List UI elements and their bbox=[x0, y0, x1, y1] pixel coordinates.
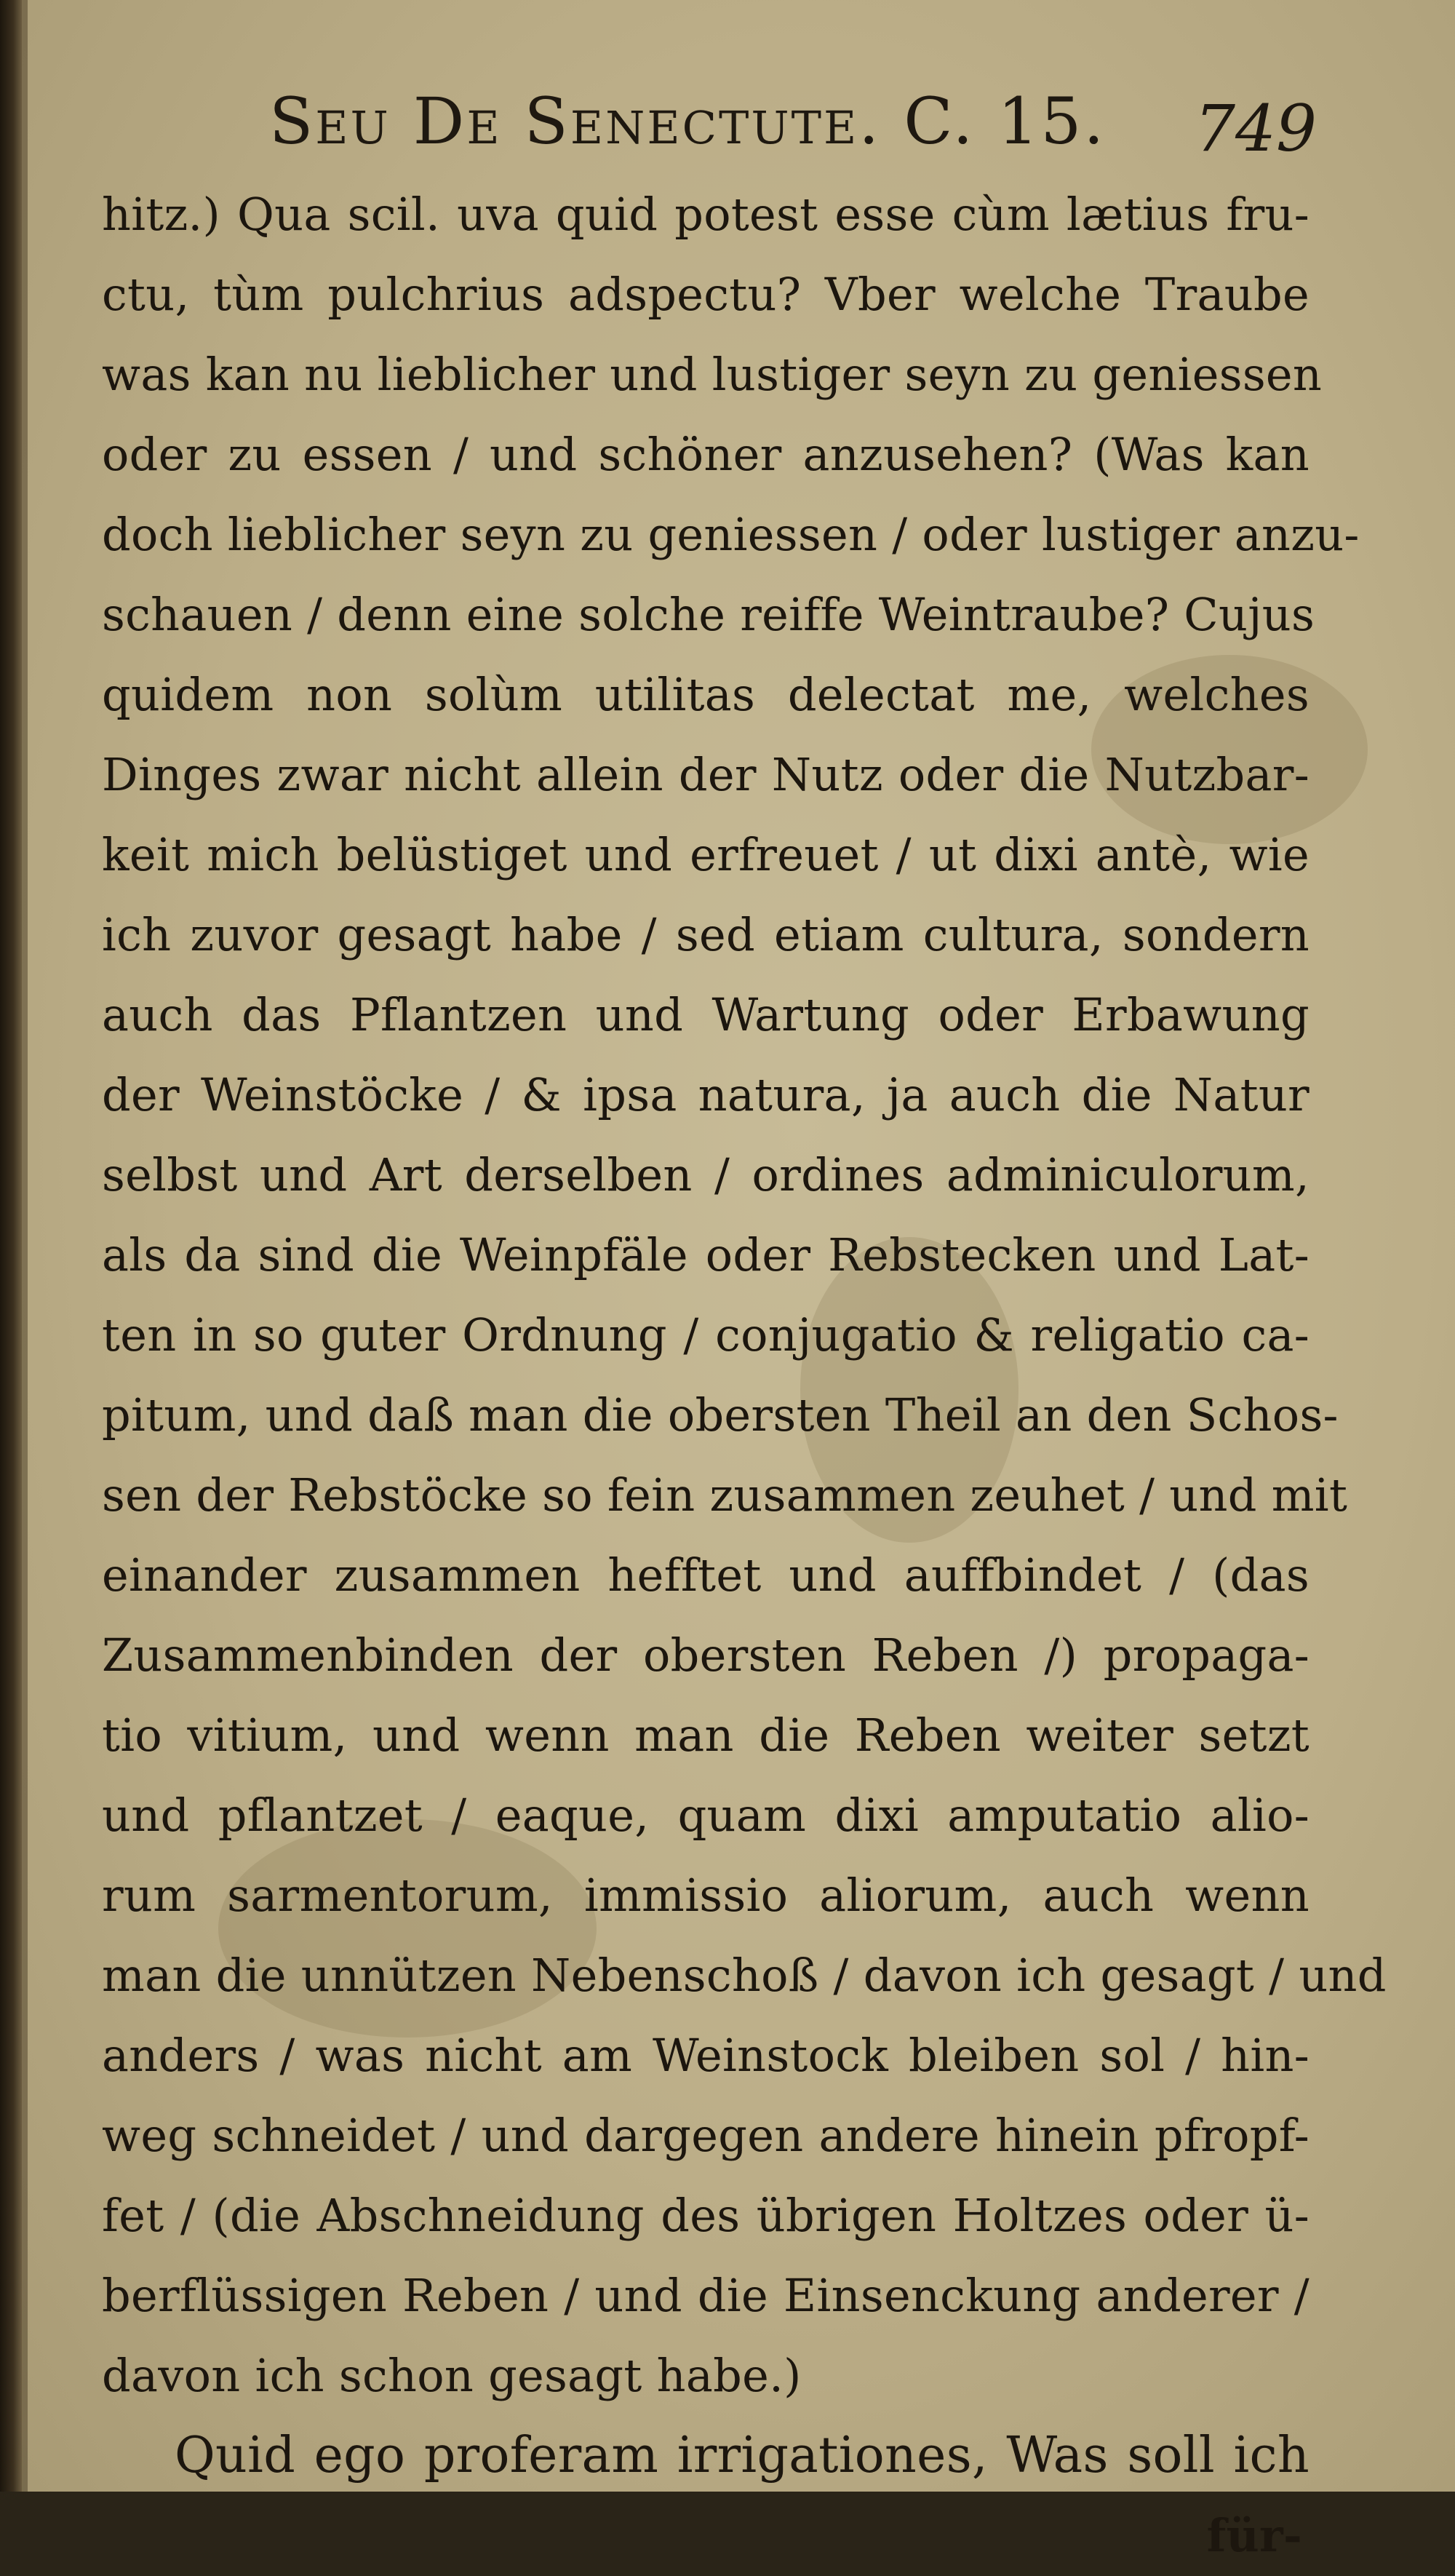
text-line: ich zuvor gesagt habe / sed etiam cultura, sondern bbox=[102, 908, 1310, 961]
text-line: keit mich belüstiget und erfreuet / ut dixi antè, wie bbox=[102, 828, 1310, 881]
text-line: was kan nu lieblicher und lustiger seyn zu geniessen bbox=[102, 348, 1323, 401]
text-line: selbst und Art derselben / ordines adminiculorum, bbox=[102, 1148, 1310, 1201]
text-line: quidem non solùm utilitas delectat me, welches bbox=[102, 668, 1310, 721]
binding-shadow bbox=[22, 0, 28, 2492]
text-line: fet / (die Abschneidung des übrigen Holtzes oder ü- bbox=[102, 2189, 1310, 2242]
text-line: schauen / denn eine solche reiffe Weintraube? Cujus bbox=[102, 588, 1315, 641]
catchword: für- bbox=[1206, 2509, 1302, 2562]
text-line: sen der Rebstöcke so fein zusammen zeuhet / und mit bbox=[102, 1468, 1348, 1522]
text-line: als da sind die Weinpfäle oder Rebstecken und Lat- bbox=[102, 1228, 1310, 1281]
text-line: davon ich schon gesagt habe.) bbox=[102, 2349, 802, 2402]
paragraph-start-line: Quid ego proferam irrigationes, Was soll ich bbox=[175, 2427, 1310, 2484]
text-line: rum sarmentorum, immissio aliorum, auch wenn bbox=[102, 1869, 1310, 1922]
text-line: Dinges zwar nicht allein der Nutz oder die Nutzbar- bbox=[102, 748, 1310, 801]
text-line: pitum, und daß man die obersten Theil an den Schos- bbox=[102, 1388, 1339, 1442]
body-text bbox=[102, 175, 1387, 2576]
text-line: anders / was nicht am Weinstock bleiben sol / hin- bbox=[102, 2029, 1310, 2082]
book-binding bbox=[0, 0, 22, 2492]
text-line: ctu, tùm pulchrius adspectu? Vber welche Traube bbox=[102, 268, 1310, 321]
text-line: berflüssigen Reben / und die Einsenckung anderer / bbox=[102, 2269, 1310, 2322]
text-line: und pflantzet / eaque, quam dixi amputatio alio- bbox=[102, 1789, 1310, 1842]
text-line: man die unnützen Nebenschoß / davon ich gesagt / und bbox=[102, 1949, 1387, 2002]
text-line: der Weinstöcke / & ipsa natura, ja auch die Natur bbox=[102, 1068, 1310, 1121]
text-line: tio vitium, und wenn man die Reben weiter setzt bbox=[102, 1709, 1310, 1762]
header-title: Seu De Senectute. C. 15. bbox=[269, 84, 1107, 159]
running-head bbox=[269, 69, 1317, 171]
text-line: doch lieblicher seyn zu geniessen / oder lustiger anzu- bbox=[102, 508, 1360, 561]
text-line: einander zusammen hefftet und auffbindet / (das bbox=[102, 1549, 1310, 1602]
text-line: ten in so guter Ordnung / conjugatio & religatio ca- bbox=[102, 1308, 1310, 1361]
text-line: auch das Pflantzen und Wartung oder Erbawung bbox=[102, 988, 1310, 1041]
text-line: oder zu essen / und schöner anzusehen? (Was kan bbox=[102, 428, 1310, 481]
text-line: hitz.) Qua scil. uva quid potest esse cùm lætius fru- bbox=[102, 188, 1310, 241]
page-number: 749 bbox=[1195, 91, 1317, 166]
text-line: weg schneidet / und dargegen andere hinein pfropf- bbox=[102, 2109, 1310, 2162]
text-line: Zusammenbinden der obersten Reben /) propaga- bbox=[102, 1629, 1310, 1682]
